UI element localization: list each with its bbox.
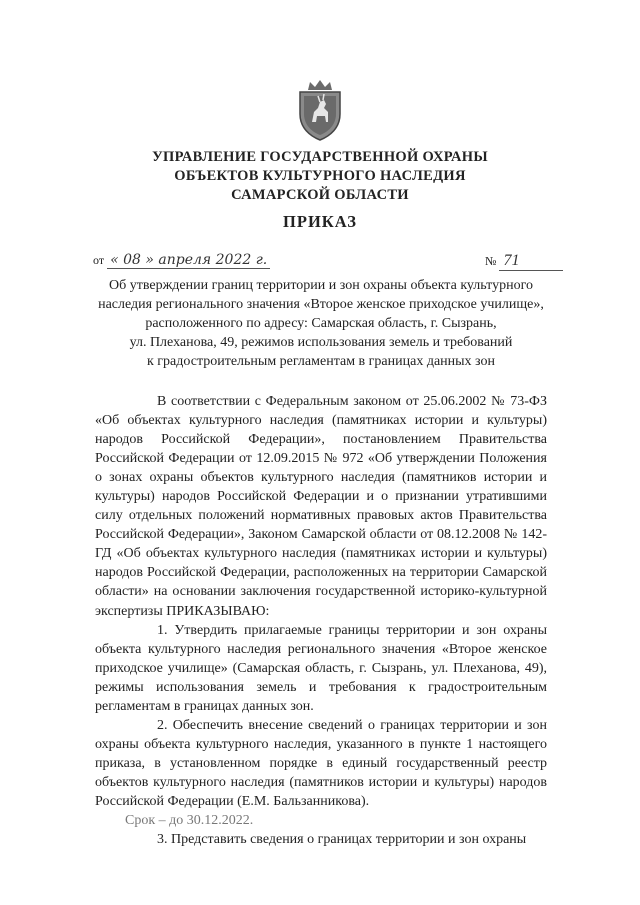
order-title bbox=[90, 276, 552, 371]
date-prefix: от bbox=[93, 253, 105, 267]
deadline-paragraph: Срок – до 30.12.2022. bbox=[125, 813, 254, 829]
issuer-line-2: ОБЪЕКТОВ КУЛЬТУРНОГО НАСЛЕДИЯ bbox=[174, 168, 466, 184]
issuer-line-3: САМАРСКОЙ ОБЛАСТИ bbox=[231, 187, 409, 203]
number-line bbox=[485, 252, 563, 271]
date-handwritten: « 08 » апреля 2022 г. bbox=[107, 252, 270, 269]
date-line bbox=[93, 252, 270, 268]
title-line-3: расположенного по адресу: Самарская область, г. Сызрань, bbox=[145, 316, 497, 331]
title-line-2: наследия регионального значения «Второе женское приходское училище», bbox=[98, 297, 544, 312]
title-line-5: к градостроительным регламентам в границах данных зон bbox=[147, 354, 495, 369]
preamble-paragraph: В соответствии с Федеральным законом от 25.06.2002 № 73-ФЗ «Об объектах культурного наследия (памятниках истории и культуры) народов Российской Федерации», постановлением Правительства Российской Федерации от 12.09.2015 № 972 «Об утверждении Положения о зонах охраны объектов культурного наследия (памятников истории и культуры) народов Российской Федерации и о признании утратившими силу отдельных положений нормативных правовых актов Правительства Российской Федерации», Законом Самарской области от 08.12.2008 № 142-ГД «Об объектах культурного наследия (памятниках истории и культуры) народов Российской Федерации, расположенных на территории Самарской области» на основании заключения государственной историко-культурной экспертизы ПРИКАЗЫВАЮ: bbox=[95, 394, 547, 619]
item-3-paragraph: 3. Представить сведения о границах территории и зон охраны bbox=[157, 832, 527, 848]
issuer-line-1: УПРАВЛЕНИЕ ГОСУДАРСТВЕННОЙ ОХРАНЫ bbox=[152, 149, 488, 165]
title-line-1: Об утверждении границ территории и зон охраны объекта культурного bbox=[109, 278, 533, 293]
issuer-header bbox=[0, 148, 640, 205]
number-handwritten: 71 bbox=[499, 252, 563, 271]
order-body bbox=[95, 392, 547, 849]
number-prefix: № bbox=[485, 254, 497, 268]
item-1-paragraph: 1. Утвердить прилагаемые границы территории и зон охраны объекта культурного наследия регионального значения «Второе женское приходское училище» (Самарская область, г. Сызрань, ул. Плеханова, 49), режимы использования земель и требования к градостроительным регламентам в границах данных зон. bbox=[95, 622, 547, 714]
coat-of-arms-icon bbox=[290, 78, 350, 142]
title-line-4: ул. Плеханова, 49, режимов использования земель и требований bbox=[129, 335, 513, 350]
document-type: ПРИКАЗ bbox=[283, 212, 357, 231]
item-2-paragraph: 2. Обеспечить внесение сведений о границах территории и зон охраны объекта культурного наследия, указанного в пункте 1 настоящего приказа, в установленном порядке в единый государственный реестр объектов культурного наследия (памятников истории и культуры) народов Российской Федерации (Е.М. Бальзанникова). bbox=[95, 717, 547, 809]
